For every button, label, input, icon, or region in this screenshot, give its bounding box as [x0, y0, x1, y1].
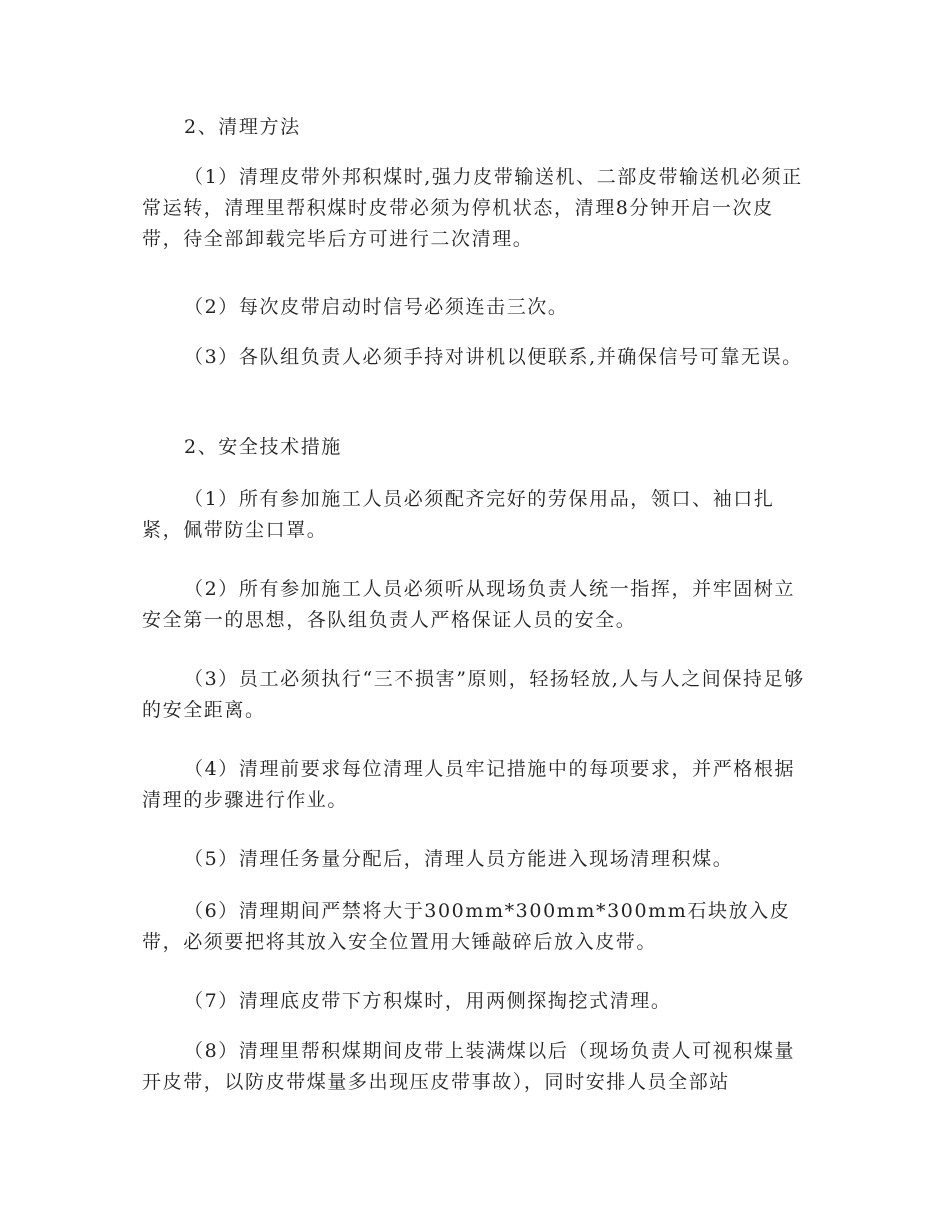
paragraph-item-2: （2）每次皮带启动时信号必须连击三次。 — [184, 296, 569, 318]
paragraph-safety-6: （6）清理期间严禁将大于300mm*300mm*300mm石块放入皮带，必须要把将其放入安全位置用大锤敲碎后放入皮带。 — [142, 900, 791, 953]
section-heading-safety-measures: 2、安全技术措施 — [184, 436, 342, 458]
paragraph-safety-7: （7）清理底皮带下方积煤时，用两侧探掏挖式清理。 — [184, 990, 672, 1012]
section-heading-cleaning-method: 2、清理方法 — [184, 116, 301, 138]
paragraph-safety-1: （1）所有参加施工人员必须配齐完好的劳保用品，领口、袖口扎紧，佩带防尘口罩。 — [142, 488, 775, 541]
paragraph-safety-2: （2）所有参加施工人员必须听从现场负责人统一指挥，并牢固树立安全第一的思想，各队组负责人严格保证人员的安全。 — [142, 578, 796, 631]
paragraph-item-1: （1）清理皮带外邦积煤时,强力皮带输送机、二部皮带输送机必须正常运转，清理里帮积煤时皮带必须为停机状态，清理8分钟开启一次皮带，待全部卸载完毕后方可进行二次清理。 — [142, 166, 803, 250]
paragraph-safety-5: （5）清理任务量分配后，清理人员方能进入现场清理积煤。 — [184, 848, 734, 870]
paragraph-safety-8: （8）清理里帮积煤期间皮带上装满煤以后（现场负责人可视积煤量开皮带，以防皮带煤量多出现压皮带事故），同时安排人员全部站 — [142, 1040, 796, 1093]
paragraph-safety-4: （4）清理前要求每位清理人员牢记措施中的每项要求，并严格根据清理的步骤进行作业。 — [142, 758, 796, 811]
paragraph-item-3: （3）各队组负责人必须手持对讲机以便联系,并确保信号可靠无误。 — [184, 346, 803, 368]
paragraph-safety-3: （3）员工必须执行“三不损害”原则，轻扬轻放,人与人之间保持足够的安全距离。 — [142, 668, 805, 721]
